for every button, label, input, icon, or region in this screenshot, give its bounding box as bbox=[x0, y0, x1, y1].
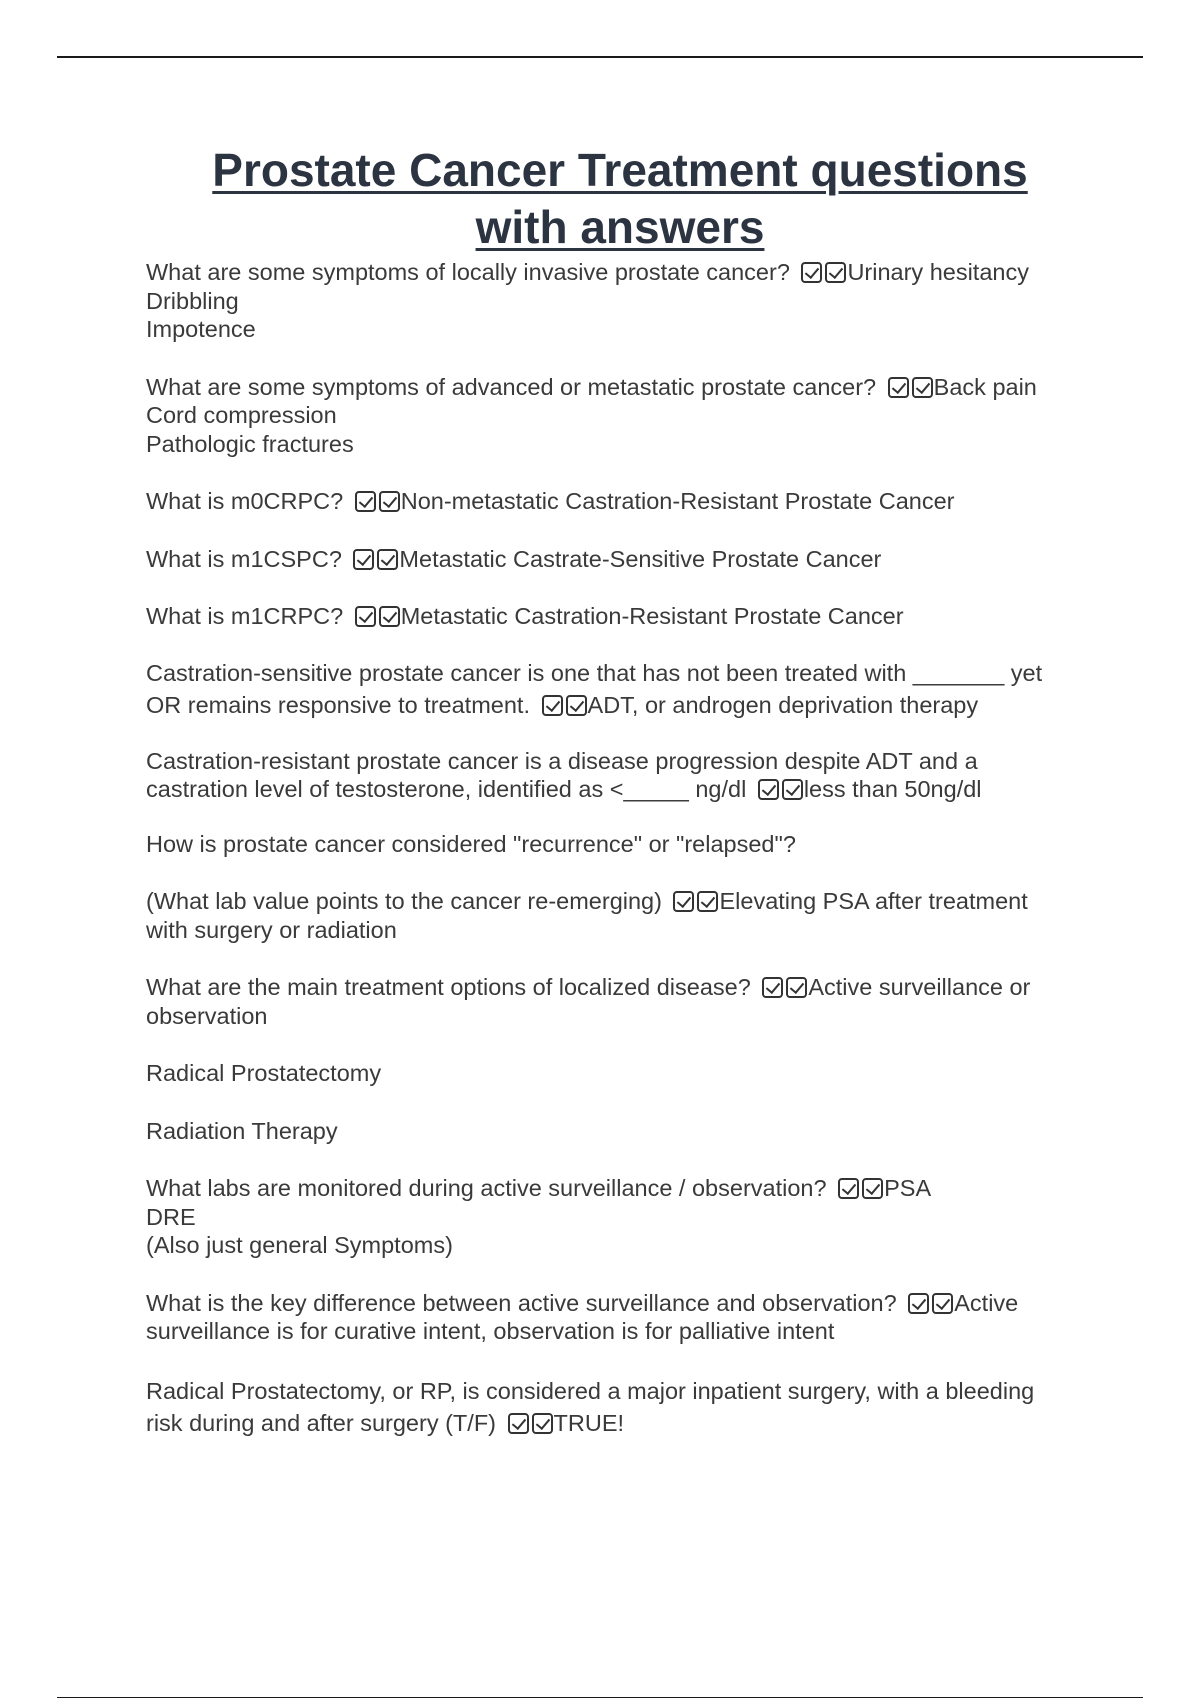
qa-question-line bbox=[146, 1174, 1091, 1203]
answer-text: PSA bbox=[884, 1175, 932, 1201]
qa-item bbox=[146, 258, 1091, 344]
answer-text: Elevating PSA after treatment bbox=[719, 888, 1028, 914]
qa-question-line bbox=[146, 373, 1091, 402]
question-text: castration level of testosterone, identified as <_____ ng/dl bbox=[146, 776, 747, 802]
question-text: OR remains responsive to treatment. bbox=[146, 691, 530, 718]
qa-question-line bbox=[146, 1289, 1091, 1318]
answer-extra: Radiation Therapy bbox=[146, 1117, 338, 1144]
qa-question-line bbox=[146, 775, 1091, 804]
answer-extra: Cord compression bbox=[146, 402, 337, 428]
checkbox-icon bbox=[697, 891, 718, 912]
qa-item bbox=[146, 973, 1091, 1030]
title-line-1: Prostate Cancer Treatment questions bbox=[212, 144, 1028, 196]
checkbox-icon bbox=[542, 695, 563, 716]
question-text: risk during and after surgery (T/F) bbox=[146, 1409, 496, 1436]
qa-item bbox=[146, 747, 1091, 804]
qa-item bbox=[146, 1174, 1091, 1260]
question-text: What are the main treatment options of localized disease? bbox=[146, 974, 751, 1000]
checkbox-icon bbox=[825, 262, 846, 283]
answer-text: Metastatic Castrate-Sensitive Prostate Cancer bbox=[399, 545, 882, 572]
checkbox-icon bbox=[932, 1293, 953, 1314]
answer-extra: Dribbling bbox=[146, 287, 239, 314]
top-rule bbox=[57, 56, 1143, 58]
checkbox-icon bbox=[673, 891, 694, 912]
question-text: Castration-resistant prostate cancer is a disease progression despite ADT and a bbox=[146, 747, 978, 774]
checkbox-icon bbox=[355, 491, 376, 512]
qa-item bbox=[146, 1375, 1091, 1439]
question-text: Radical Prostatectomy, or RP, is considered a major inpatient surgery, with a bleeding bbox=[146, 1377, 1035, 1404]
question-text: What are some symptoms of locally invasive prostate cancer? bbox=[146, 259, 790, 285]
qa-question-line bbox=[146, 487, 1091, 516]
qa-item bbox=[146, 1289, 1091, 1346]
answer-text: surveillance is for curative intent, observation is for palliative intent bbox=[146, 1318, 835, 1344]
answer-text: ADT, or androgen deprivation therapy bbox=[587, 691, 979, 718]
title-line-2: with answers bbox=[475, 201, 765, 253]
answer-text: Non-metastatic Castration-Resistant Prostate Cancer bbox=[400, 488, 955, 514]
checkbox-icon bbox=[801, 262, 822, 283]
qa-question-line bbox=[146, 545, 1091, 574]
question-text: What is m1CSPC? bbox=[146, 545, 342, 572]
qa-item bbox=[146, 602, 1091, 631]
answer-extra-block bbox=[146, 1059, 1091, 1088]
question-text: What is m1CRPC? bbox=[146, 603, 344, 629]
answer-text: with surgery or radiation bbox=[146, 916, 397, 943]
checkbox-icon bbox=[379, 491, 400, 512]
answer-text: Urinary hesitancy bbox=[847, 259, 1029, 285]
qa-item bbox=[146, 830, 1091, 859]
answer-extra: Impotence bbox=[146, 316, 256, 342]
checkbox-icon bbox=[838, 1178, 859, 1199]
answer-text: observation bbox=[146, 1002, 268, 1029]
qa-item bbox=[146, 887, 1091, 944]
qa-question-line bbox=[146, 887, 1091, 916]
qa-question-line bbox=[146, 258, 1091, 287]
answer-text: Active surveillance or bbox=[808, 974, 1031, 1000]
checkbox-icon bbox=[379, 606, 400, 627]
qa-item bbox=[146, 545, 1091, 574]
checkbox-icon bbox=[912, 377, 933, 398]
checkbox-icon bbox=[355, 606, 376, 627]
answer-text: Metastatic Castration-Resistant Prostate Cancer bbox=[400, 603, 904, 629]
qa-question-line bbox=[146, 689, 1091, 721]
checkbox-icon bbox=[377, 549, 398, 570]
checkbox-icon bbox=[758, 779, 779, 800]
question-text: How is prostate cancer considered "recurrence" or "relapsed"? bbox=[146, 830, 796, 857]
answer-extra: Radical Prostatectomy bbox=[146, 1060, 382, 1086]
answer-extra-block bbox=[146, 1117, 1091, 1146]
qa-item bbox=[146, 373, 1091, 459]
checkbox-icon bbox=[353, 549, 374, 570]
checkbox-icon bbox=[862, 1178, 883, 1199]
checkbox-icon bbox=[782, 779, 803, 800]
checkbox-icon bbox=[888, 377, 909, 398]
qa-question-line bbox=[146, 602, 1091, 631]
question-text: What is the key difference between active surveillance and observation? bbox=[146, 1289, 897, 1316]
checkbox-icon bbox=[786, 977, 807, 998]
answer-text: Back pain bbox=[933, 373, 1037, 400]
checkbox-icon bbox=[566, 695, 587, 716]
question-text: What is m0CRPC? bbox=[146, 488, 344, 514]
checkbox-icon bbox=[508, 1413, 529, 1434]
qa-item bbox=[146, 657, 1091, 721]
question-text: Castration-sensitive prostate cancer is one that has not been treated with _______ yet bbox=[146, 659, 1043, 686]
answer-extra: Pathologic fractures bbox=[146, 430, 354, 457]
document-title bbox=[120, 142, 1120, 256]
bottom-rule bbox=[57, 1697, 1143, 1698]
answer-text: Active bbox=[954, 1289, 1019, 1316]
qa-question-line bbox=[146, 1407, 1091, 1439]
question-text: What are some symptoms of advanced or metastatic prostate cancer? bbox=[146, 373, 877, 400]
question-text: (What lab value points to the cancer re-emerging) bbox=[146, 888, 662, 914]
answer-extra: (Also just general Symptoms) bbox=[146, 1232, 453, 1258]
checkbox-icon bbox=[908, 1293, 929, 1314]
checkbox-icon bbox=[532, 1413, 553, 1434]
qa-question-line bbox=[146, 973, 1091, 1002]
checkbox-icon bbox=[762, 977, 783, 998]
question-text: What labs are monitored during active surveillance / observation? bbox=[146, 1175, 827, 1201]
answer-text: TRUE! bbox=[553, 1409, 625, 1436]
answer-text: less than 50ng/dl bbox=[803, 776, 982, 802]
answer-extra: DRE bbox=[146, 1203, 196, 1230]
qa-item bbox=[146, 487, 1091, 516]
qa-list bbox=[146, 258, 1091, 1468]
